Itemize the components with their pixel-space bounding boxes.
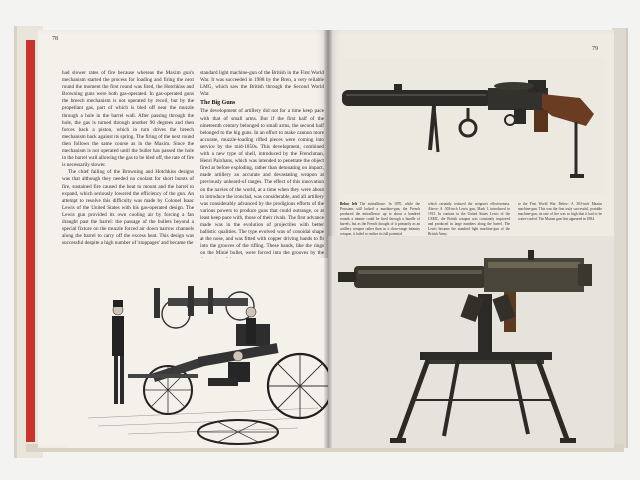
book-cover-right-edge (612, 28, 628, 448)
book-cover-spine-red (26, 40, 35, 442)
artillery-engraving (68, 258, 328, 448)
text-column-1 (62, 70, 194, 284)
page-number: 78 (52, 36, 58, 42)
caption-text: which certainly reduced the weapon's effectiveness. Above: A .303-inch Lewis gun, Mark I, introduced in 1915. In contrast to the United States Lewis of the USMC, the British weapon was constantly improved and produced in large numbers along the barrel. The Lewis became the standard light machine-gun of the British Army. (428, 202, 510, 236)
section-heading: The Big Guns (200, 100, 236, 107)
paragraph: standard light machine-gun of the British in the First World War. It was succeeded in 1988 by the Bren, a very reliable LMG, which saw the British through the Second World War. (200, 70, 324, 98)
left-page (38, 30, 328, 448)
caption-text: The mitrailleuse. In 1870, while the Prussians still lacked a machine-gun, the French produced the mitrailleuse: up to about a hundred rounds a minute could be fired through a bundle of barrels, but as the French thought of it primarily as an artillery weapon rather than as a close-range infantry weapon, it failed to realize its full potential. (340, 202, 420, 236)
paragraph: The chief failing of the Browning and Hotchkiss designs was that although they needed no coolant for short bursts of fire, sustained fire caused the heat to mount and the barrel to expand, which seriously lowered the efficiency of the gun. An attempt to resolve this difficulty was made by Colonel Isaac Lewis of the United States with his gas-operated design. The Lewis gun provided its own cooling air by forcing a fan draught past the barrel: the passage of the bullets beyond a special fixture on the muzzle forced air down narrow channels along the barrel to carry off the excess heat. This design was successful despite a high number of 'stoppages' and became the (62, 169, 194, 247)
right-page (328, 30, 614, 448)
page-number: 79 (592, 46, 598, 52)
paragraph: had slower rates of fire because whereas the Maxim gun's mechanism started the process for loading and firing the next round the moment the first round was fired, the Hotchkiss and Browning guns were both gas-operated. In gas-operated guns the breech mechanism is not operated by recoil, but by the propellant gas, part of which is bled off near the muzzle through a hole in the barrel wall. After passing through the hole, the gas is turned through another 90 degrees and then forces back a piston, which in turn drives the breech mechanism back against its spring. The firing of the next round then follows the same course as in the Maxim. Since the mechanism is not operated until the bullet has passed the hole in the barrel wall allowing the gas to be bled off, the rate of fire is necessarily slower. (62, 70, 194, 169)
page-gutter (324, 30, 332, 448)
lewis-gun-photo (338, 58, 604, 194)
caption-label: Below left (340, 202, 358, 206)
maxim-gun-photo (328, 236, 614, 448)
caption-text: to the First World War. Below: A .303-inch Maxim machine-gun. This was the first truly successful, portable machine-gun, its rate of fire was so high that it had to be water-cooled. The Maxim gun first appeared in 1884. (518, 202, 602, 221)
paragraph: The development of artillery did not for a time keep pace with that of small arms. But if the first half of the nineteenth century belonged to small arms, the second half belonged to the big guns. In an effort to make cannon more accurate, muzzle-loading rifled pieces were coming into service by the mid-1850s. This development, combined with a new type of shell, introduced by the Frenchman, Henri Paixhans, which was intended to penetrate the object fired at before exploding, rather than detonating on impact, made artillery an accurate and devastating weapon at previously unheard-of ranges. The effect of this innovation on the navies of the world, at a time when they were about to introduce the ironclad, was considerable, and all artillery was considerably advanced by the prodigious efforts of the various powers to produce guns that could outrange, or at least keep pace with, those of their rivals. The first advance made was in the evolution of projectiles with better ballistic qualities. The type evolved was of conoidal shape at the nose, and was fitted with copper driving bands to fit into the grooves of the rifling. These bands, like the rings on the Minié bullet, were forced into the grooves by the (200, 108, 324, 257)
